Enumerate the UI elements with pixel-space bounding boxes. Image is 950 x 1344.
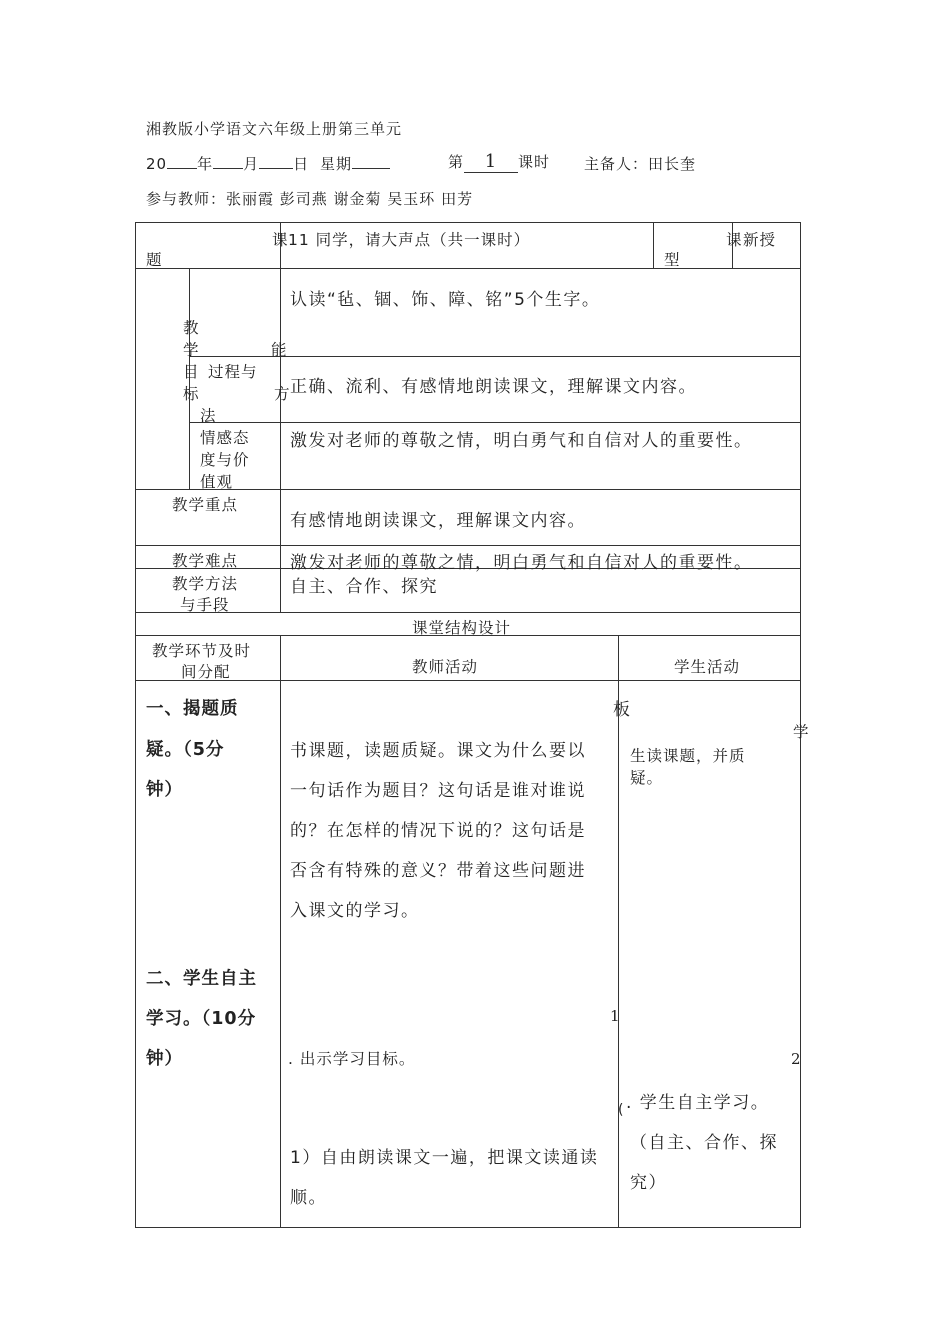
weekday-blank <box>352 154 390 169</box>
stage2-line2: 学习。（10分 <box>146 1009 257 1029</box>
key-label: 教学重点 <box>172 496 239 514</box>
process-value: 正确、流利、有感情地朗读课文，理解课文内容。 <box>290 377 697 397</box>
lesson-period <box>448 151 550 173</box>
lesson-prefix: 第 <box>448 153 465 171</box>
objectives-label-1: 教 <box>183 319 200 337</box>
participating-teachers: 参与教师：张丽霞 彭司燕 谢金菊 吴玉环 田芳 <box>146 190 474 208</box>
day-blank <box>259 154 293 169</box>
topic-label-b: 题 <box>146 251 163 269</box>
teacher1-line3: 的？在怎样的情况下说的？这句话是 <box>290 821 586 841</box>
student-xue: 学 <box>793 723 810 741</box>
student-num2: 2 <box>791 1050 801 1068</box>
student2: . 学生自主学习。 <box>626 1093 770 1113</box>
date-line <box>146 153 309 174</box>
year-label: 年 <box>197 155 214 173</box>
teacher1-line2: 一句话作为题目？这句话是谁对谁说 <box>290 781 586 801</box>
type-label-a: 课 <box>726 231 743 249</box>
objectives-label-3: 目 <box>183 363 200 381</box>
knowledge-label: 能 <box>271 341 288 359</box>
method-value: 自主、合作、探究 <box>290 577 438 597</box>
teacher1-line5: 入课文的学习。 <box>290 901 420 921</box>
day-label: 日 <box>293 155 310 173</box>
process-label-2: 法 <box>200 407 217 425</box>
col-student: 学生活动 <box>674 658 741 676</box>
teacher3-line2: 顺。 <box>290 1188 327 1208</box>
knowledge-value: 认读“毡、锢、饰、障、铭”5个生字。 <box>290 290 601 310</box>
stage2-line1: 二、学生自主 <box>146 969 257 989</box>
method-label-2: 与手段 <box>180 596 230 614</box>
stage1-line3: 钟） <box>146 780 183 800</box>
student3-line2: 究） <box>630 1173 667 1193</box>
emotion-label-2: 度与价 <box>200 451 250 469</box>
emotion-value: 激发对老师的尊敬之情，明白勇气和自信对人的重要性。 <box>290 431 753 451</box>
teacher2: . 出示学习目标。 <box>288 1050 416 1068</box>
student3-line1: （自主、合作、探 <box>630 1133 778 1153</box>
col-teacher: 教师活动 <box>412 658 479 676</box>
topic-value: 11 同学，请大声点（共一课时） <box>288 231 531 249</box>
emotion-label-3: 值观 <box>200 473 234 491</box>
col-stage-1: 教学环节及时 <box>152 642 252 660</box>
weekday-label: 星期 <box>320 155 353 173</box>
year-blank <box>167 154 197 169</box>
weekday <box>320 153 390 174</box>
objectives-label-2: 学 <box>183 341 200 359</box>
student1-line1: 生读课题，并质 <box>630 747 746 765</box>
type-value: 新授 <box>743 231 777 249</box>
lesson-suffix: 课时 <box>518 153 551 171</box>
preparer: 主备人：田长奎 <box>584 155 697 173</box>
teacher-ban: 板 <box>613 700 632 720</box>
teacher3-line1: 1）自由朗读课文一遍，把课文读通读 <box>290 1148 599 1168</box>
method-label-1: 教学方法 <box>172 575 239 593</box>
teacher1-line4: 否含有特殊的意义？带着这些问题进 <box>290 861 586 881</box>
stage1-line2: 疑。（5分 <box>146 740 225 760</box>
process-label-b: 方 <box>274 385 291 403</box>
year-prefix: 20 <box>146 155 168 173</box>
student1-line2: 疑。 <box>630 769 664 787</box>
student-paren: ( <box>618 1102 624 1118</box>
teacher1-line1: 书课题，读题质疑。课文为什么要以 <box>290 741 586 761</box>
stage2-line3: 钟） <box>146 1049 183 1069</box>
topic-label-a: 课 <box>272 231 289 249</box>
stage1-line1: 一、揭题质 <box>146 699 239 719</box>
teacher-num1: 1 <box>610 1007 620 1025</box>
key-value: 有感情地朗读课文，理解课文内容。 <box>290 511 586 531</box>
objectives-label-4: 标 <box>183 385 200 403</box>
month-label: 月 <box>243 155 260 173</box>
month-blank <box>213 154 243 169</box>
difficulty-value: 激发对老师的尊敬之情，明白勇气和自信对人的重要性。 <box>290 553 753 573</box>
emotion-label-1: 情感态 <box>200 429 250 447</box>
difficulty-label: 教学难点 <box>172 552 239 570</box>
lesson-number: 1 <box>464 151 518 173</box>
col-stage-2: 间分配 <box>181 663 231 681</box>
type-label-b: 型 <box>664 251 681 269</box>
doc-title: 湘教版小学语文六年级上册第三单元 <box>146 120 403 138</box>
process-label-1: 过程与 <box>208 363 258 381</box>
structure-title: 课堂结构设计 <box>412 619 512 637</box>
